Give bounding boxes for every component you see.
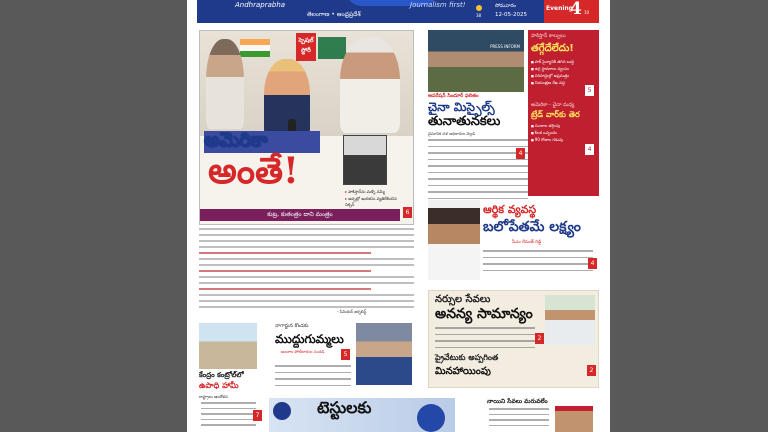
edition-label: Evening: [546, 5, 573, 12]
leader-figure-center: [264, 59, 310, 137]
nurses-headline-top: నర్సుల సేవలు: [435, 294, 491, 305]
naini-story-text: [489, 408, 549, 430]
nurses-photo: [545, 295, 595, 345]
red-item: ■ కీలక ఒప్పందం: [531, 130, 596, 136]
nurses-story-text: [435, 327, 535, 353]
page-ref-badge: 5: [341, 349, 350, 360]
page-ref-badge: 4: [516, 148, 525, 159]
lead-subhead: కుట్ర, కుతంత్రం దాని మంత్రం: [200, 209, 400, 221]
lead-body-text: [199, 228, 414, 316]
day-label: సోమవారం: [495, 3, 516, 9]
red-headline-2: ట్రేడ్ వార్‌కు తెర: [531, 110, 580, 119]
employment-sub: రాష్ట్రాలు ఆందోళన: [199, 394, 228, 399]
side-point: ▸ పాకిస్తాన్‌ను మళ్ళీ నమ్మి: [345, 189, 407, 196]
edition-badge: [544, 0, 599, 23]
red-item: ■ ఉగ్ర స్థావరాలు ధ్వంసం: [531, 66, 596, 72]
pageant-photo: [356, 323, 412, 385]
field-workers-photo: [199, 323, 257, 369]
brand-name: Andhraprabha: [235, 1, 286, 9]
china-story-text: [428, 139, 528, 204]
temperature: 38: [476, 13, 482, 18]
naini-headline: నాయిని సేవలు మరువలేం: [487, 398, 548, 405]
lead-photo: [200, 31, 413, 136]
red-item: ■ 90 రోజుల గడువు: [531, 137, 596, 143]
lead-story[interactable]: [199, 30, 414, 225]
states-label: తెలంగాణ • ఆంధ్రప్రదేశ్: [307, 11, 361, 18]
red-kicker-2: అమెరికా - చైనా మధ్య: [531, 102, 575, 108]
special-story-tag: స్పెషల్ స్టోరీ: [296, 33, 316, 61]
economy-headline[interactable]: బలోపేతమే లక్ష్యం: [483, 219, 581, 235]
cricket-story[interactable]: [269, 398, 455, 432]
leader-figure-left: [206, 39, 244, 129]
edition-number: 4: [570, 0, 582, 19]
privatization-headline: మినహాయింపు: [435, 366, 491, 377]
newspaper-page: [187, 0, 610, 432]
lead-credit: - సీనియర్ జర్నలిస్ట్: [337, 309, 367, 314]
nurses-headline: అనన్య సామాన్యం: [435, 306, 533, 322]
page-ref-badge: 4: [585, 144, 594, 155]
naini-story[interactable]: [487, 398, 597, 432]
sun-icon: [476, 5, 482, 11]
naini-photo: [555, 406, 593, 432]
page-ref-badge: 4: [588, 258, 597, 269]
economy-sub: సీఎం రేవంత్ రెడ్డి: [512, 240, 542, 245]
privatization-headline-top: ప్రైవేటుకు అప్పగింత: [435, 353, 499, 362]
page-ref-badge: 7: [253, 410, 262, 421]
beauty-story-text: [275, 365, 351, 391]
china-story-headline[interactable]: తునాతునకలు: [428, 114, 501, 129]
red-item: ■ పాక్ సైన్యానికి తగిన బుద్ధి: [531, 59, 596, 65]
employment-headline[interactable]: ఉపాధి హామీ: [199, 381, 239, 390]
cricket-headline: టెస్టులకు: [317, 398, 372, 417]
page-ref-badge: 2: [587, 365, 596, 376]
employment-story-text: [201, 402, 256, 430]
lead-headline-top: అమెరికా: [204, 129, 268, 151]
china-story-kicker: ఆపరేషన్ సిందూర్ ఫలితం: [428, 93, 479, 99]
lead-headline-main: అంతే!: [208, 150, 299, 192]
red-kicker: పాకిస్తాన్ కాల్పులు: [531, 33, 566, 39]
edition-pages: 10: [584, 10, 590, 15]
china-story-headline-top[interactable]: చైనా మిస్సైల్స్: [428, 100, 495, 114]
page-ref-badge: 6: [403, 207, 412, 218]
page-ref-badge: 2: [535, 333, 544, 344]
red-item: ■ నియంత్రణ రేఖ వద్ద: [531, 80, 596, 86]
leader-figure-right: [340, 37, 400, 133]
cricket-helmet-graphic: [273, 402, 291, 420]
date-label: 12-05-2025: [495, 12, 527, 18]
side-point: ▸ అప్పట్లో ఇందిరను వ్యతిరేకించిన నిక్సన్: [345, 196, 407, 209]
press-backdrop-text: PRESS INFORM: [490, 44, 520, 49]
china-story-sub: వైమానిక దళ అధికారుల వెల్లడి: [428, 131, 476, 136]
economy-story-text: [483, 250, 593, 276]
red-item: ■ సుంకాల తగ్గింపు: [531, 123, 596, 129]
red-sidebar[interactable]: [528, 30, 599, 196]
nurses-story[interactable]: [428, 290, 599, 388]
officer-photo: [428, 30, 524, 92]
tagline: Journalism first!: [410, 1, 466, 9]
employment-headline-top[interactable]: కేంద్రం కంట్రోల్‌లో: [199, 371, 244, 379]
cricket-ball-graphic: [417, 404, 445, 432]
economy-headline-top[interactable]: ఆర్థిక వ్యవస్థ: [483, 203, 537, 216]
page-ref-badge: 5: [585, 85, 594, 96]
pakistan-flag-graphic: [318, 37, 346, 59]
inset-portrait: [343, 135, 387, 185]
beauty-kicker: నాగార్జున కొండకు: [275, 323, 309, 329]
masthead: [197, 0, 599, 23]
red-headline: తగ్గేదేలేదు!: [531, 43, 574, 54]
beauty-headline: ముద్దుగుమ్మలు: [275, 332, 344, 346]
cm-photo: [428, 200, 480, 280]
beauty-sub: అందాల పోటీదారుల సందడి: [281, 349, 325, 354]
red-item: ■ సరిహద్దుల్లో అప్రమత్తం: [531, 73, 596, 79]
india-flag-graphic: [240, 39, 270, 57]
